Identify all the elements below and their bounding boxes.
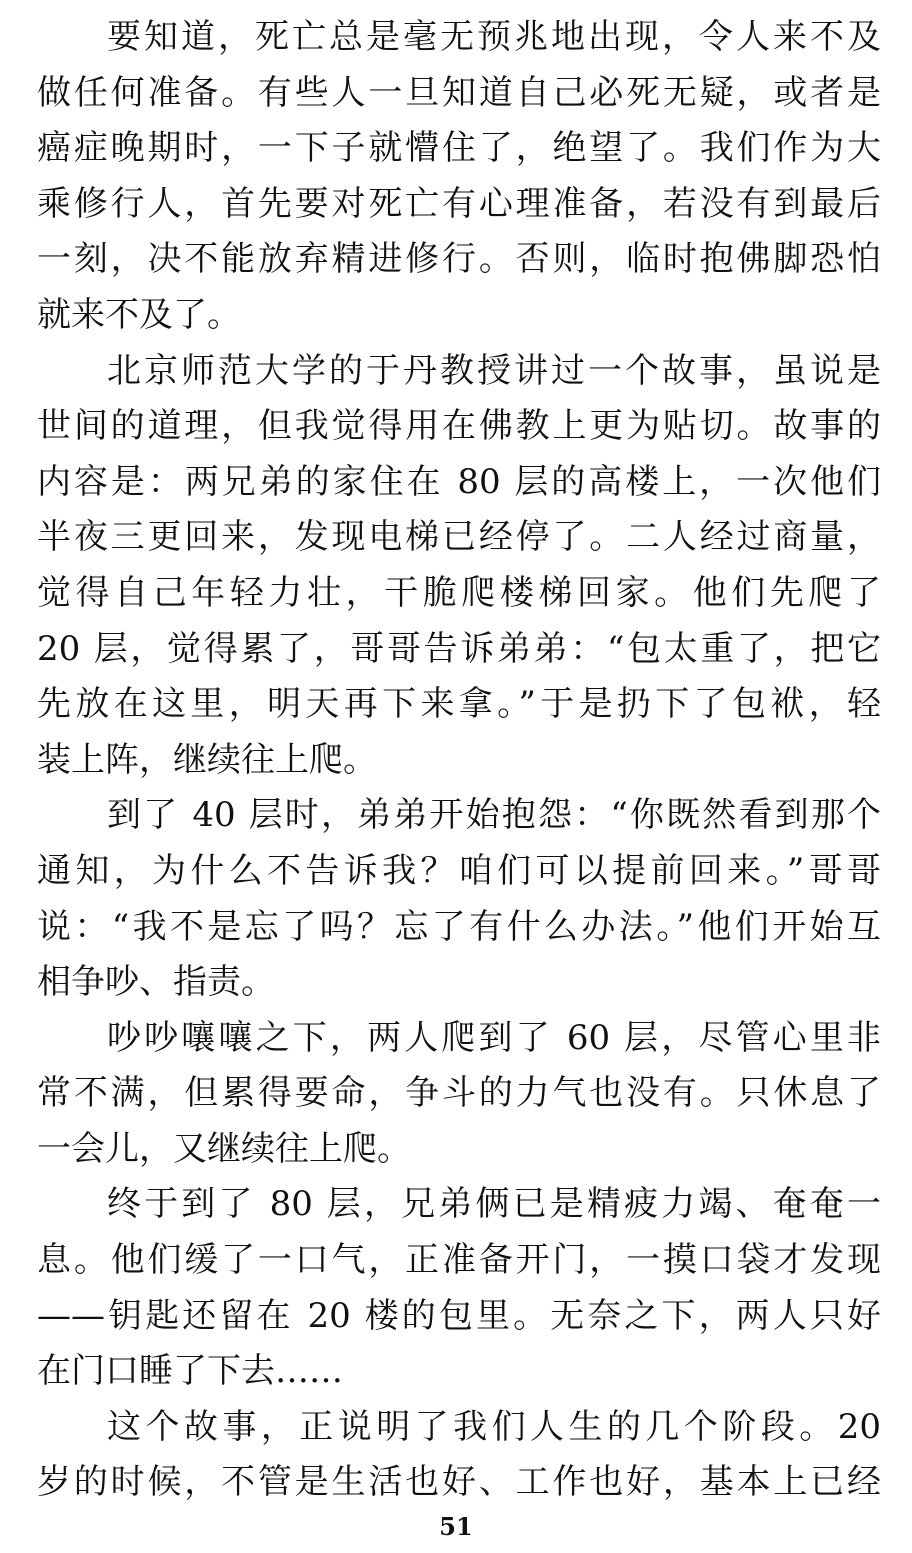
text-line: 一刻，决不能放弃精进修行。否则，临时抱佛脚恐怕 bbox=[37, 239, 881, 280]
text-line: 就来不及了。 bbox=[37, 294, 241, 335]
text-line: 20 层，觉得累了，哥哥告诉弟弟：“包太重了，把它 bbox=[37, 628, 881, 669]
text-line: 到了 40 层时，弟弟开始抱怨：“你既然看到那个 bbox=[107, 795, 881, 836]
text-line: 癌症晚期时，一下子就懵住了，绝望了。我们作为大 bbox=[37, 128, 881, 169]
text-line: 先放在这里，明天再下来拿。”于是扔下了包袱，轻 bbox=[37, 684, 881, 725]
text-line: 岁的时候，不管是生活也好、工作也好，基本上已经 bbox=[37, 1462, 881, 1503]
text-line: 终于到了 80 层，兄弟俩已是精疲力竭、奄奄一 bbox=[107, 1184, 881, 1225]
text-line: 相争吵、指责。 bbox=[37, 962, 275, 1003]
document-body bbox=[37, 10, 881, 1511]
text-line: 说：“我不是忘了吗？忘了有什么办法。”他们开始互 bbox=[37, 906, 881, 947]
text-line: 世间的道理，但我觉得用在佛教上更为贴切。故事的 bbox=[37, 406, 881, 447]
text-line: 做任何准备。有些人一旦知道自己必死无疑，或者是 bbox=[37, 72, 881, 113]
text-line: 常不满，但累得要命，争斗的力气也没有。只休息了 bbox=[37, 1073, 881, 1114]
text-line: 半夜三更回来，发现电梯已经停了。二人经过商量， bbox=[37, 517, 881, 558]
text-line: 这个故事，正说明了我们人生的几个阶段。20 bbox=[107, 1406, 881, 1447]
text-line: 通知，为什么不告诉我？咱们可以提前回来。”哥哥 bbox=[37, 850, 881, 891]
text-line: 乘修行人，首先要对死亡有心理准备，若没有到最后 bbox=[37, 183, 881, 224]
text-line: 内容是：两兄弟的家住在 80 层的高楼上，一次他们 bbox=[37, 461, 881, 502]
page-number: 51 bbox=[439, 1512, 473, 1541]
text-line: 装上阵，继续往上爬。 bbox=[37, 739, 377, 780]
text-line: 要知道，死亡总是毫无预兆地出现，令人来不及 bbox=[107, 17, 881, 57]
text-line: 吵吵嚷嚷之下，两人爬到了 60 层，尽管心里非 bbox=[107, 1017, 881, 1058]
text-line: 息。他们缓了一口气，正准备开门，一摸口袋才发现 bbox=[37, 1240, 881, 1281]
text-line: 一会儿，又继续往上爬。 bbox=[37, 1128, 411, 1169]
text-line: 觉得自己年轻力壮，干脆爬楼梯回家。他们先爬了 bbox=[37, 572, 881, 613]
text-line: ——钥匙还留在 20 楼的包里。无奈之下，两人只好 bbox=[37, 1295, 881, 1336]
text-line: 北京师范大学的于丹教授讲过一个故事，虽说是 bbox=[107, 350, 881, 391]
text-line: 在门口睡了下去…… bbox=[37, 1351, 343, 1392]
